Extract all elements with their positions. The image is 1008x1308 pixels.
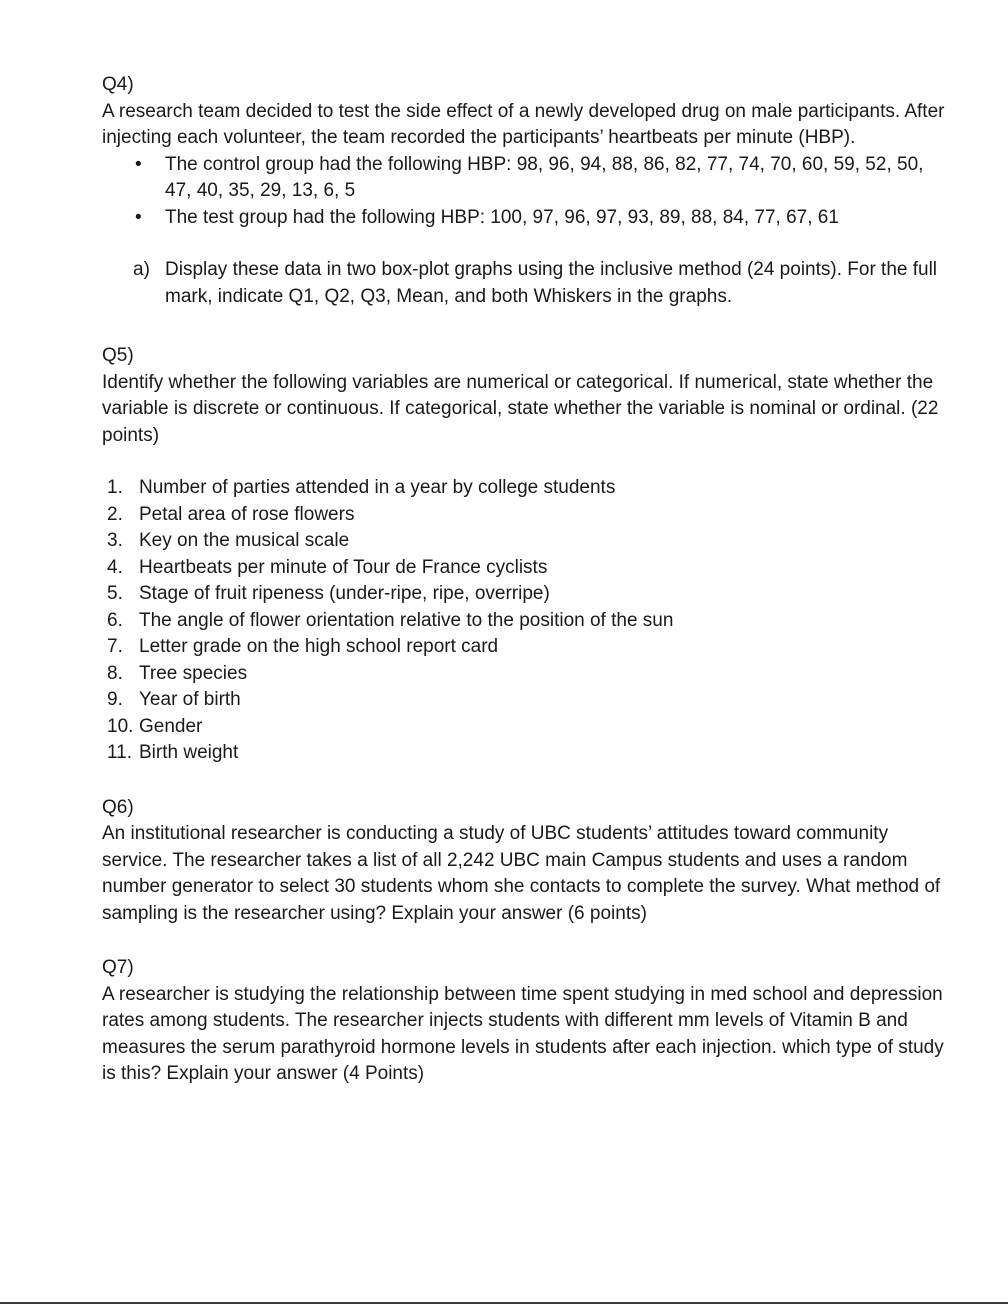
list-number: 7. [107, 636, 123, 657]
question-4-parts [102, 257, 952, 310]
list-item-text: Petal area of rose flowers [139, 503, 355, 525]
part-text: Display these data in two box-plot graphs using the inclusive method (24 points). For the full mark, indicate Q1, Q2, Q3, Mean, and both Whiskers in the graphs. [165, 259, 938, 307]
list-number: 5. [107, 583, 123, 604]
question-5-intro: Identify whether the following variables are numerical or categorical. If numerical, state whether the variable is discrete or continuous. If categorical, state whether the variable is nominal or ordinal. (22 points) [102, 371, 939, 446]
list-item [102, 608, 952, 635]
list-item [102, 661, 952, 688]
list-number: 11. [107, 742, 133, 763]
list-item-text: Birth weight [139, 742, 239, 763]
list-number: 2. [107, 503, 123, 525]
bullet-item-test-group [102, 205, 952, 232]
bullet-icon: • [135, 153, 142, 175]
bullet-icon: • [135, 206, 142, 228]
question-4-heading: Q4) [102, 74, 134, 95]
list-item [102, 687, 952, 714]
document-page [102, 72, 952, 1088]
question-4 [102, 72, 952, 310]
question-5-heading: Q5) [102, 345, 134, 366]
list-item-text: The angle of flower orientation relative to the position of the sun [139, 609, 674, 631]
list-item-text: Stage of fruit ripeness (under-ripe, ripe, overripe) [139, 583, 550, 604]
list-item [102, 475, 952, 502]
list-number: 9. [107, 689, 123, 710]
question-6 [102, 795, 952, 928]
question-4-bullet-list [102, 152, 952, 232]
question-5 [102, 343, 952, 767]
list-item-text: Letter grade on the high school report card [139, 636, 499, 657]
list-number: 4. [107, 556, 123, 578]
list-item [102, 502, 952, 529]
list-item [102, 581, 952, 608]
list-number: 10. [107, 715, 134, 737]
list-item-text: Heartbeats per minute of Tour de France cyclists [139, 556, 548, 578]
list-item [102, 555, 952, 582]
page-bottom-divider [0, 1302, 1008, 1304]
list-number: 6. [107, 609, 123, 631]
list-item [102, 634, 952, 661]
question-5-variable-list [102, 475, 952, 767]
list-number: 3. [107, 530, 123, 551]
part-item-a [102, 257, 952, 310]
list-number: 8. [107, 662, 123, 684]
list-item-text: Tree species [139, 662, 248, 684]
bullet-text: The control group had the following HBP: 98, 96, 94, 88, 86, 82, 77, 74, 70, 60, 59, 52, 50, 47, 40, 35, 29, 13, 6, 5 [165, 153, 924, 201]
list-item [102, 740, 952, 767]
question-7-heading: Q7) [102, 957, 134, 978]
question-6-body: An institutional researcher is conducting a study of UBC students’ attitudes toward community service. The researcher takes a list of all 2,242 UBC main Campus students and uses a random number generator to select 30 students whom she contacts to complete the survey. What method of sampling is the researcher using? Explain your answer (6 points) [102, 823, 941, 924]
list-item-text: Gender [139, 715, 203, 737]
bullet-text: The test group had the following HBP: 100, 97, 96, 97, 93, 89, 88, 84, 77, 67, 61 [165, 206, 839, 228]
list-item-text: Year of birth [139, 689, 241, 710]
list-item-text: Number of parties attended in a year by college students [139, 477, 616, 498]
question-6-heading: Q6) [102, 796, 134, 818]
question-7 [102, 955, 952, 1088]
question-4-intro: A research team decided to test the side effect of a newly developed drug on male participants. After injecting each volunteer, the team recorded the participants’ heartbeats per minute (HBP). [102, 100, 945, 148]
bullet-item-control-group [102, 152, 952, 205]
list-item [102, 528, 952, 555]
list-item-text: Key on the musical scale [139, 530, 350, 551]
list-item [102, 714, 952, 741]
list-number: 1. [107, 477, 123, 498]
part-marker: a) [133, 259, 150, 280]
question-7-body: A researcher is studying the relationship between time spent studying in med school and depression rates among students. The researcher injects students with different mm levels of Vitamin B and measures the serum parathyroid hormone levels in students after each injection. which type of study is this? Explain your answer (4 Points) [102, 983, 944, 1084]
